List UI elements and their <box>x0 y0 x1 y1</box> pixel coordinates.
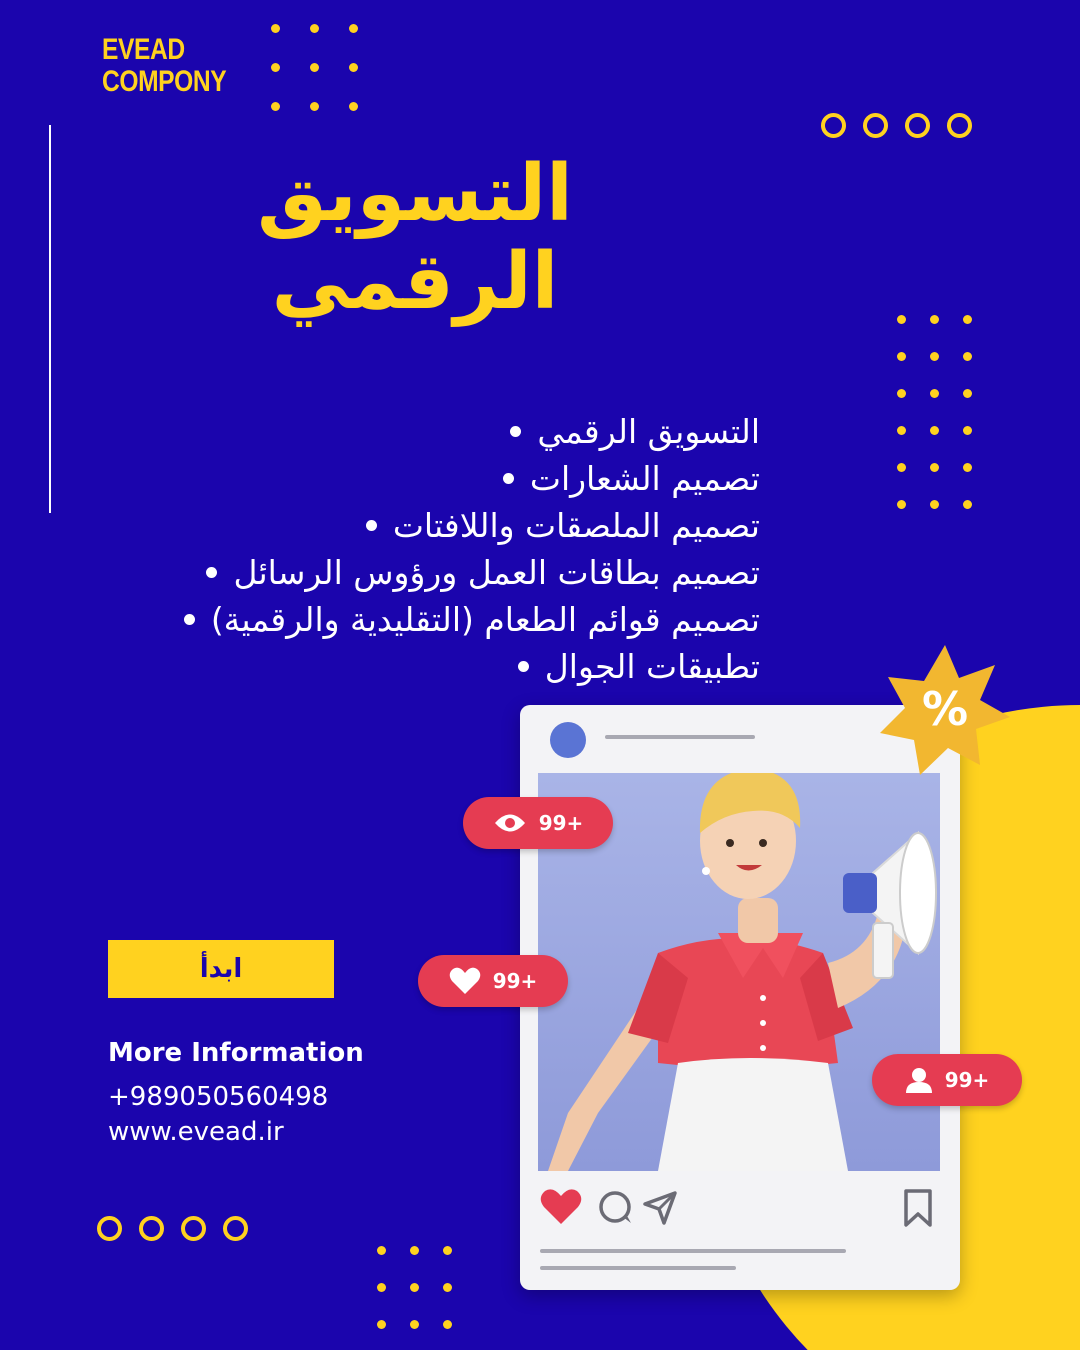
percent-symbol: % <box>921 682 969 736</box>
ring-row-decoration <box>821 113 972 138</box>
title-line-2: الرقمي <box>271 237 559 327</box>
list-item <box>80 549 760 596</box>
brand-line-2: COMPONY <box>102 65 227 98</box>
bullet-icon <box>518 661 529 672</box>
list-item <box>80 643 760 690</box>
bullet-icon <box>184 614 195 625</box>
page-title <box>150 150 680 326</box>
vertical-divider <box>49 125 51 513</box>
website-link[interactable]: www.evead.ir <box>108 1117 284 1147</box>
bullet-icon <box>503 473 514 484</box>
brand-logo <box>102 34 226 98</box>
service-label: تصميم قوائم الطعام (التقليدية والرقمية) <box>210 600 760 639</box>
followers-bubble <box>872 1054 1022 1106</box>
dot-grid-decoration <box>271 24 358 111</box>
start-button[interactable]: ابدأ <box>108 940 334 998</box>
heart-icon <box>449 967 481 995</box>
discount-badge <box>880 645 1010 775</box>
views-count: 99+ <box>538 811 584 835</box>
service-label: تصميم بطاقات العمل ورؤوس الرسائل <box>233 553 760 592</box>
likes-bubble <box>418 955 568 1007</box>
views-bubble <box>463 797 613 849</box>
list-item <box>80 596 760 643</box>
followers-count: 99+ <box>944 1068 990 1092</box>
user-icon <box>905 1067 933 1093</box>
caption-placeholder-line <box>540 1266 736 1270</box>
social-post-card <box>520 705 960 1290</box>
eye-icon <box>493 812 527 834</box>
bullet-icon <box>366 520 377 531</box>
heart-icon[interactable] <box>540 1188 582 1226</box>
list-item <box>80 408 760 455</box>
service-label: التسويق الرقمي <box>537 412 760 451</box>
services-list <box>80 408 760 690</box>
likes-count: 99+ <box>492 969 538 993</box>
dot-grid-decoration <box>377 1246 452 1329</box>
service-label: تصميم الملصقات واللافتات <box>392 506 760 545</box>
dot-grid-decoration <box>897 315 972 509</box>
phone-number[interactable]: +989050560498 <box>108 1082 329 1112</box>
list-item <box>80 455 760 502</box>
caption-placeholder-line <box>540 1249 846 1253</box>
send-icon[interactable] <box>642 1190 678 1226</box>
bookmark-icon[interactable] <box>902 1188 934 1228</box>
comment-icon[interactable] <box>598 1190 634 1226</box>
bullet-icon <box>206 567 217 578</box>
service-label: تصميم الشعارات <box>529 459 760 498</box>
avatar <box>550 722 586 758</box>
ring-row-decoration <box>97 1216 248 1241</box>
brand-line-1: EVEAD <box>102 33 185 66</box>
more-info-heading: More Information <box>108 1038 364 1068</box>
title-line-1: التسويق <box>257 149 573 239</box>
username-placeholder-line <box>605 735 755 739</box>
list-item <box>80 502 760 549</box>
service-label: تطبيقات الجوال <box>544 647 760 686</box>
bullet-icon <box>510 426 521 437</box>
